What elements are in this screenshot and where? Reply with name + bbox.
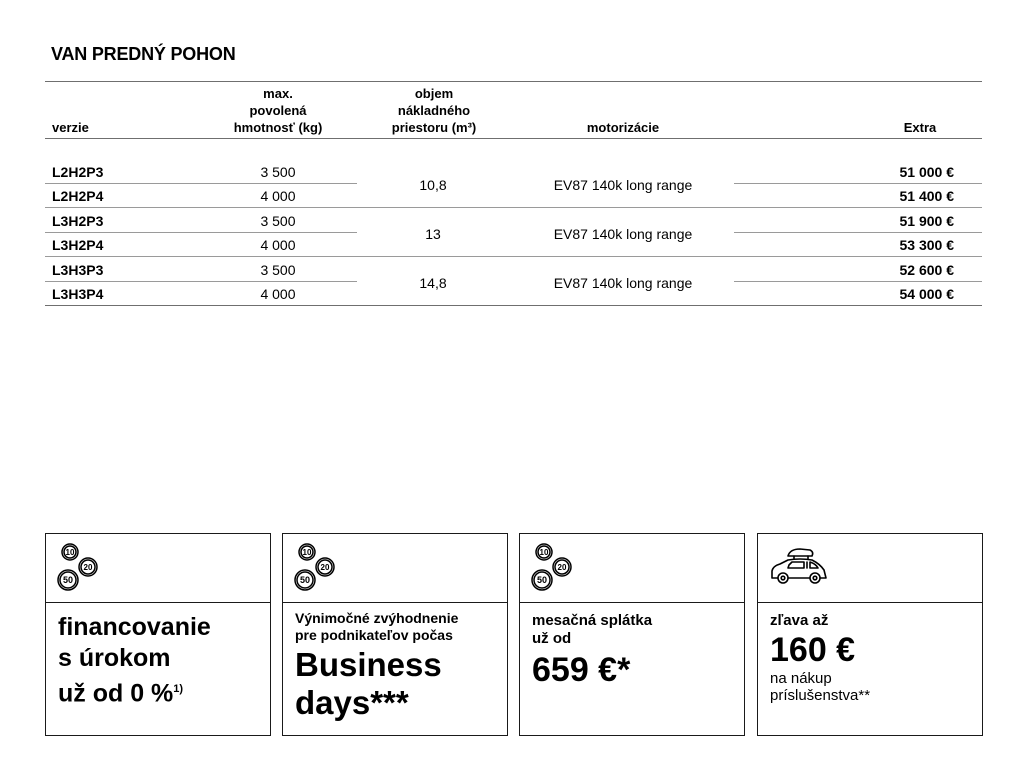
header-weight-line: povolená (249, 103, 307, 118)
price-cell: 53 300 € (899, 237, 954, 253)
accessories-discount-card (757, 533, 983, 736)
motor-cell: EV87 140k long range (553, 177, 693, 193)
badge-10: 10 (539, 548, 549, 557)
rate-badges-icon (530, 542, 582, 594)
card-divider (283, 602, 507, 603)
version-cell: L3H2P4 (52, 237, 104, 253)
financing-card (45, 533, 271, 736)
version-cell: L2H2P3 (52, 164, 104, 180)
volume-cell: 10,8 (419, 177, 447, 193)
weight-cell: 3 500 (260, 262, 296, 278)
row-divider (734, 232, 982, 233)
weight-cell: 4 000 (260, 286, 296, 302)
card-divider (520, 602, 744, 603)
row-divider (45, 281, 357, 282)
business-subline: pre podnikateľov počas (295, 627, 453, 643)
group-divider (45, 256, 982, 257)
financing-line: už od 0 % (58, 679, 174, 708)
version-cell: L3H2P3 (52, 213, 104, 229)
row-divider (45, 183, 357, 184)
business-text (295, 610, 501, 722)
monthly-payment-card (519, 533, 745, 736)
price-cell: 51 900 € (899, 213, 954, 229)
price-cell: 52 600 € (899, 262, 954, 278)
header-motor: motorizácie (586, 120, 660, 135)
business-headline: days*** (295, 684, 409, 721)
card-divider (46, 602, 270, 603)
discount-note: príslušenstva** (770, 687, 871, 704)
badge-20: 20 (320, 563, 330, 572)
version-cell: L3H3P3 (52, 262, 104, 278)
car-roofbox-icon (768, 544, 830, 590)
business-subline: Výnimočné zvýhodnenie (295, 610, 459, 626)
financing-text (58, 612, 264, 709)
version-cell: L2H2P4 (52, 188, 104, 204)
badge-10: 10 (65, 548, 75, 557)
motor-cell: EV87 140k long range (553, 275, 693, 291)
motor-cell: EV87 140k long range (553, 226, 693, 242)
header-version: verzie (52, 120, 89, 135)
header-volume-line: priestoru (m³) (391, 120, 477, 135)
header-volume-line: objem (414, 86, 454, 101)
group-divider (45, 207, 982, 208)
monthly-subline: mesačná splátka (532, 612, 653, 629)
monthly-text (532, 612, 738, 690)
version-cell: L3H3P4 (52, 286, 104, 302)
header-bottom-rule (45, 138, 982, 139)
row-divider (734, 183, 982, 184)
rate-badges-icon (56, 542, 108, 594)
financing-line: financovanie (58, 613, 211, 641)
price-cell: 51 000 € (899, 164, 954, 180)
header-weight (210, 85, 346, 136)
discount-note: na nákup (770, 670, 832, 687)
discount-amount: 160 € (770, 631, 856, 669)
footnote-marker: 1) (173, 683, 184, 695)
badge-50: 50 (62, 575, 74, 585)
monthly-subline: už od (532, 630, 572, 647)
volume-cell: 14,8 (419, 275, 447, 291)
weight-cell: 4 000 (260, 188, 296, 204)
row-divider (45, 232, 357, 233)
row-divider (734, 281, 982, 282)
header-extra: Extra (903, 120, 937, 135)
weight-cell: 3 500 (260, 164, 296, 180)
badge-50: 50 (299, 575, 311, 585)
header-weight-line: max. (263, 86, 293, 101)
header-volume (372, 85, 496, 136)
weight-cell: 3 500 (260, 213, 296, 229)
header-weight-line: hmotnosť (kg) (233, 120, 323, 135)
card-divider (758, 602, 982, 603)
table-top-rule (45, 81, 982, 82)
rate-badges-icon (293, 542, 345, 594)
discount-subline: zľava až (770, 612, 829, 629)
volume-cell: 13 (425, 226, 441, 242)
badge-20: 20 (83, 563, 93, 572)
badge-20: 20 (557, 563, 567, 572)
weight-cell: 4 000 (260, 237, 296, 253)
table-bottom-rule (45, 305, 982, 306)
financing-line: s úrokom (58, 644, 171, 672)
monthly-amount: 659 €* (532, 651, 631, 689)
price-cell: 51 400 € (899, 188, 954, 204)
badge-10: 10 (302, 548, 312, 557)
business-days-card (282, 533, 508, 736)
business-headline: Business (295, 646, 442, 683)
header-volume-line: nákladného (397, 103, 471, 118)
badge-50: 50 (536, 575, 548, 585)
price-cell: 54 000 € (899, 286, 954, 302)
discount-text (770, 612, 976, 704)
page-title: VAN PREDNÝ POHON (51, 44, 236, 64)
